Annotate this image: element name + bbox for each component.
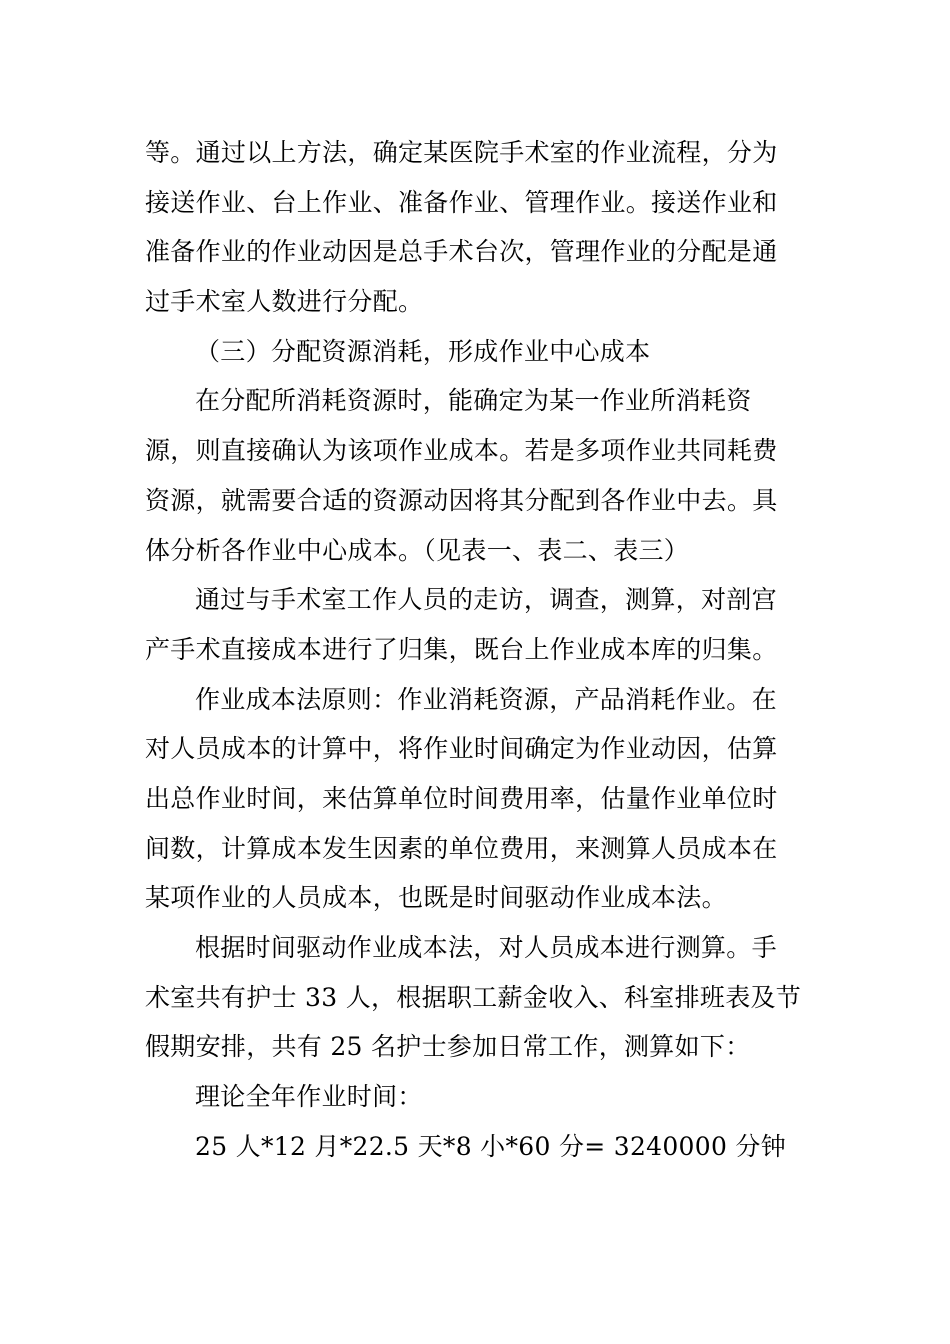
text-line: 某项作业的人员成本，也既是时间驱动作业成本法。	[145, 883, 727, 913]
text-line: 接送作业、台上作业、准备作业、管理作业。接送作业和	[145, 187, 778, 217]
text-line: 术室共有护士 33 人，根据职工薪金收入、科室排班表及节	[145, 982, 802, 1012]
text-line: 资源，就需要合适的资源动因将其分配到各作业中去。具	[145, 485, 778, 515]
text-line: 假期安排，共有 25 名护士参加日常工作，测算如下：	[145, 1032, 751, 1062]
text-line: 出总作业时间，来估算单位时间费用率，估量作业单位时	[145, 783, 778, 813]
text-line: 作业成本法原则：作业消耗资源，产品消耗作业。在	[195, 684, 777, 714]
text-line: 在分配所消耗资源时，能确定为某一作业所消耗资	[195, 386, 752, 416]
text-line: 间数，计算成本发生因素的单位费用，来测算人员成本在	[145, 833, 778, 863]
text-line: 根据时间驱动作业成本法，对人员成本进行测算。手	[195, 933, 777, 962]
section-heading: （三）分配资源消耗，形成作业中心成本	[195, 336, 651, 366]
text-line: 对人员成本的计算中，将作业时间确定为作业动因，估算	[145, 734, 778, 764]
text-line: 准备作业的作业动因是总手术台次，管理作业的分配是通	[145, 237, 778, 267]
text-line: 理论全年作业时间：	[195, 1082, 423, 1112]
text-line: 等。通过以上方法，确定某医院手术室的作业流程，分为	[145, 138, 778, 167]
text-line: 通过与手术室工作人员的走访，调查，测算，对剖宫	[195, 585, 777, 615]
document-body	[145, 128, 805, 1171]
text-line: 源，则直接确认为该项作业成本。若是多项作业共同耗费	[145, 436, 778, 466]
text-line: 产手术直接成本进行了归集，既台上作业成本库的归集。	[145, 634, 778, 664]
formula-line: 25 人*12 月*22.5 天*8 小*60 分= 3240000 分钟	[195, 1131, 787, 1161]
text-line: 过手术室人数进行分配。	[145, 287, 424, 317]
text-line: 体分析各作业中心成本。（见表一、表二、表三）	[145, 535, 690, 565]
